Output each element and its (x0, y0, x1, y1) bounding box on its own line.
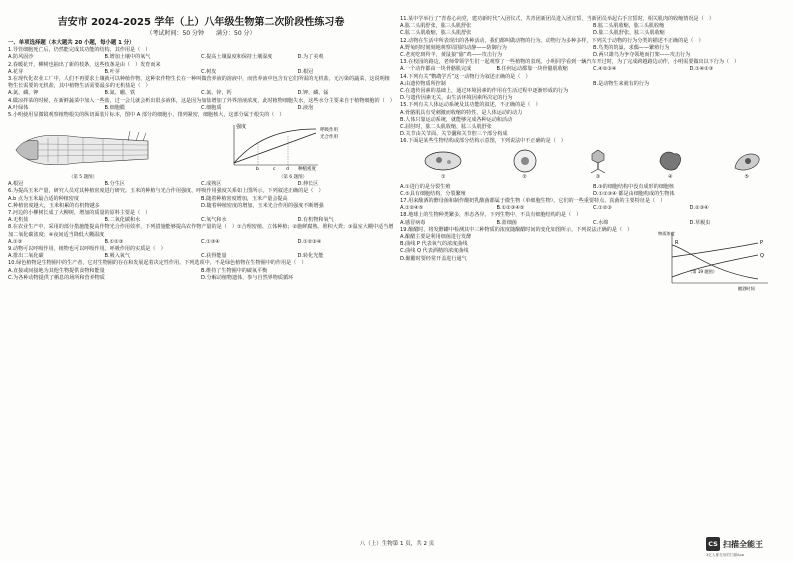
option: D.草履虫 (689, 219, 711, 226)
density-chart (228, 121, 358, 179)
question-stem: 2.春暖花开，柳树也抽出了新的枝条，这些枝条是由（ ）发育而来 (8, 61, 161, 68)
option: D.根冠 (297, 68, 314, 75)
option: B.氮、硼、铁 (104, 90, 136, 97)
section-heading: 一、单项选择题（本大题共 20 小题，每小题 1 分） (8, 40, 135, 46)
option: D.随着种植密度的增加，玉米光合作用的强度不断增强 (201, 202, 324, 209)
organism-label: ③ (595, 174, 601, 181)
figure-caption: （第 19 题图） (688, 268, 717, 274)
option: C.氧气和水 (201, 217, 227, 224)
tick-label: b (256, 167, 259, 172)
option: C.老虎吃斑羚羊，黄鼠狼“偷”鸡——攻击行为 (400, 52, 503, 59)
question-block (8, 224, 394, 246)
option: D.①④②③ (689, 66, 714, 73)
option: A.氮、磷、钾 (8, 90, 39, 97)
right-column (400, 0, 786, 561)
exam-title: 吉安市 2024-2025 学年（上）八年级生物第二次阶段性练习卷 (57, 17, 345, 28)
option: B.随着种植密度增加，玉米产量会提高 (201, 195, 288, 202)
option: D.转化光能 (297, 253, 324, 260)
option: C.种植密度越大，玉米积累的有机物越多 (8, 202, 100, 209)
option: C.成熟区 (201, 181, 222, 188)
option: C.⑤具有细胞结构，分裂繁殖 (400, 190, 466, 197)
option: A.①③ (8, 238, 23, 245)
figure-caption: （第 6 题图） (278, 175, 308, 181)
cs-logo-icon: CS (706, 537, 720, 551)
question-block (400, 59, 786, 73)
question-block (400, 198, 786, 212)
question-block (400, 102, 786, 138)
option: D.伸长区 (297, 181, 319, 188)
density-chart-svg (228, 121, 358, 171)
organism-5 (731, 148, 763, 181)
option: B.肱二头肌收缩，肱三头肌收缩 (593, 23, 665, 30)
question-stem: 10.绿色植物是生物圈中的生产者，它对生物圈的存在和发展起着决定性作用。下列选项中，不是绿色植物在生物圈中的作用是（ ） (8, 260, 307, 267)
question-stem: 3.在现代化农业工厂中，人们不再要求土壤就可以种植作物，这种农作物生长在一种叫做营养液的溶液中，而营养液中包含有它们所需的无机盐，无污染的蔬菜，这说明植物生长需要的无机盐，其中植物生活需要最多的无机盐是（ ） (8, 76, 390, 90)
figure-caption: （第 5 题图） (68, 175, 98, 181)
photosynthesis-curve (234, 129, 316, 163)
left-column (8, 0, 394, 561)
option: C.肱二头肌收缩，肱三头肌舒张 (400, 30, 472, 37)
option: B.③的细胞结构中没有成形的细胞核 (593, 183, 674, 190)
organism-2 (510, 148, 540, 181)
option: D.②③④ (689, 205, 709, 212)
question-block (8, 260, 394, 282)
fermentation-chart (658, 227, 778, 297)
option: A.由遗传物质所控制 (400, 80, 446, 87)
legend-respiration: 呼吸作用 (320, 128, 338, 134)
amoeba-icon (656, 148, 684, 174)
option: B.增加土壤中的氧气 (104, 54, 151, 61)
option: D.与遗传因素无关，由生活环境因素所决定的行为 (400, 95, 513, 102)
x-axis-label: 种植密度 (298, 167, 316, 172)
option: B.蓝细菌 (496, 219, 517, 226)
option: D.液泡 (297, 104, 314, 111)
tick-label: d (286, 167, 289, 172)
legend-photosynthesis: 光合作用 (320, 135, 338, 141)
root-tip-illustration (8, 129, 158, 171)
option: C.在遗传因素的基础上，通过环境因素的作用在生活过程中逐渐形成的行为 (400, 88, 569, 95)
organism-label: ⑤ (744, 174, 749, 181)
option: D.为了美观 (297, 54, 324, 61)
option: C.屈肘时，肱二头肌收缩，肱三头肌舒张 (400, 124, 492, 131)
option: B.鸟类的筑巢、求偶——繁殖行为 (593, 44, 670, 51)
figures-row (8, 121, 394, 179)
question-block (8, 112, 394, 119)
question-block (400, 138, 786, 198)
bacteriophage-icon (586, 148, 610, 174)
option: D.分解动植物遗体，参与自然界物质循环 (201, 274, 294, 281)
question-stem: 1.导管细胞死亡后，仍然能完成其功能的结构，其作用是（ ） (8, 47, 151, 54)
curve-label: R (675, 239, 679, 246)
question-block (8, 76, 394, 98)
option: B.任何运动都靠一块骨骼肌收缩 (496, 66, 568, 73)
organism-1 (423, 148, 463, 181)
question-block (8, 246, 394, 260)
option: A.花芽 (8, 68, 24, 75)
option: A.酿醋主要是利用细菌进行发酵 (400, 234, 472, 241)
option: C.提高土壤温度和保持土壤湿度 (201, 54, 273, 61)
option: D.①②③④ (297, 238, 322, 245)
question-stem: 17.用来酿酒的酵母菌和制作酸奶乳酸菌都属于微生物（单细胞生物），它们的一些重要特点，真菌的主要特征是（ ） (400, 198, 666, 205)
question-stem: 9.动物可以呼吸作用，植物也可以呼吸作用。呼吸作用的实质是（ ） (8, 246, 166, 253)
question-stem: 5.小明使用显微镜观察植物根尖的纵切面装片标本，图中 A 部分的细胞小，排列紧密，细胞核大，这部分属于根尖的（ ） (8, 112, 285, 119)
organism-label: ② (522, 174, 527, 181)
fermentation-chart-svg (658, 227, 778, 291)
option: C.获得能量 (201, 253, 227, 260)
question-block (8, 62, 394, 76)
option: C.①③④ (201, 238, 220, 245)
option: B.曲线 P 代表氧气的浓度曲线 (400, 241, 468, 248)
option: A.骨骼肌具有受刺激而收缩的特性，是人体运动的动力 (400, 109, 523, 116)
option: A.根冠 (8, 181, 24, 188)
question-stem: 13.在校园的路边，老师带领学生们一起观察了一些植物的表现。小明同学看到一辆汽车开过时，为了完成跨越路边动作，小明需要做出以下行为（ ） (400, 59, 740, 66)
root-tip-figure (8, 129, 158, 179)
curve-label: P (760, 239, 764, 246)
option: C.细胞质 (201, 104, 222, 111)
question-block (8, 210, 394, 224)
question-stem: 16.下面是某些生物结构或部分结构示意图，下列说法中不正确的是（ ） (400, 138, 567, 145)
option: C.水绵 (593, 219, 609, 226)
y-axis-label: 物质浓度 (658, 230, 675, 236)
organism-label: ④ (668, 174, 673, 181)
option: C.曲线 Q 代表酒精的浓度曲线 (400, 248, 469, 255)
question-block (8, 188, 394, 210)
option: D.①②③④ 都是由细胞构成的生物体 (593, 190, 675, 197)
organisms-figure (400, 148, 786, 182)
option: A.防风固沙 (8, 54, 34, 61)
question-stem: 4.做凉拌菜的时候，在新鲜蔬菜中加入一些盐，过一会儿就会析出很多液体，这是因为加盐增加了外界溶液浓度，此时植物细胞失水，这些水分主要来自于植物细胞的（ ） (8, 97, 395, 104)
page-footer: 八（上）生物第 1 页，共 2 页 (359, 541, 435, 547)
option: A.①②④⑤ (400, 205, 424, 212)
scanner-logo (706, 537, 763, 551)
option: D.肱二头肌舒张，肱三头肌收缩 (593, 30, 665, 37)
option: B.人体只靠运动系统，就能够完成各种运动和活动 (400, 116, 513, 123)
option: A.肱二头肌舒张，肱三头肌舒张 (400, 23, 472, 30)
option: B.二氧化碳和水 (104, 217, 141, 224)
question-block (8, 47, 394, 61)
option: A.感冒病毒 (400, 219, 426, 226)
option: B.细胞膜 (104, 104, 125, 111)
option: C.④②③④ (593, 66, 617, 73)
question-block (400, 74, 786, 103)
question-block (400, 212, 786, 226)
curve-p (672, 243, 758, 257)
option: B.①②③④⑤ (496, 205, 525, 212)
option: A.直接或间接地为其他生物提供食物和能量 (8, 267, 105, 274)
organism-label: ① (440, 174, 446, 181)
option: B.维持了生物圈中的碳氧平衡 (201, 267, 268, 274)
option: A.野兔时时刻刻地观察周围的动静——防御行为 (400, 44, 507, 51)
question-stem: 7.河边的小柳树长成了大柳树，增加的质量的原料主要是（ ） (8, 210, 151, 217)
option: B.①②③ (104, 238, 124, 245)
x-axis-label: 酿酒时间 (738, 285, 755, 291)
question-stem: 8.在农业生产中，采用的部分措施能提高作物光合作用效率，下列措施能够提高农作物产量的是（ ）①合理密植、立体种植；②施鲜腐熟、堆积大粪；③温室大棚中适当增加二氧化碳浓度；④夜间适当降低大棚温度 (8, 224, 394, 238)
question-stem: 6.为提高玉米产量，研究人员对其种植密度进行研究。玉米的种植与光合作用强度、呼吸作用强度关系如上图所示。下列叙述正确的是（ ） (8, 188, 324, 195)
organism-4 (656, 148, 684, 181)
respiration-curve (234, 133, 316, 163)
option: A.无机盐 (8, 217, 29, 224)
option: D.有机物和氧气 (297, 217, 334, 224)
option: A.一个动作都由一块骨骼肌完成 (400, 66, 472, 73)
option: C.为各种动物提供了栖息的场所和营养物质 (8, 274, 105, 281)
question-block (400, 227, 786, 297)
question-block (400, 16, 786, 38)
option: C.①②③ (593, 205, 612, 212)
paramecium-icon (423, 148, 463, 174)
option: D.两只雄鸟为争夺领地而打架——攻击行为 (593, 52, 691, 59)
option: B.叶芽 (104, 68, 120, 75)
option: C.氮、锌、钙 (201, 90, 232, 97)
question-block (400, 38, 786, 60)
exam-meta: （考试时间：50 分钟 满分：50 分） (146, 30, 256, 37)
option: B.吸入氧气 (104, 253, 130, 260)
question-stem: 15.下列有关人体运动系统及其功能的叙述，不正确的是（ ） (400, 102, 541, 109)
option: A.①进行的是分裂生殖 (400, 183, 451, 190)
question-stem: 12.动物在生活中所表现出的各种活动，我们都叫做动物的行为。动物行为多种多样，下列关于动物的行为分类的描述不正确的是（ ） (400, 37, 704, 44)
question-block (8, 98, 394, 112)
option: B.分生区 (104, 181, 125, 188)
protist-icon (731, 148, 763, 174)
option: D.关节由关节面、关节囊和关节腔三个部分构成 (400, 131, 508, 138)
cell-icon (510, 148, 540, 174)
organism-3 (586, 148, 610, 181)
logo-subtitle: 3亿人都在用的扫描App (706, 553, 745, 557)
option: A.叶绿体 (8, 104, 29, 111)
question-stem: 19.酿醋时，将发酵罐中检测其中三种物质的浓度随酿醋时间的变化如图所示，下列说法正确的是（ ） (400, 226, 633, 233)
question-stem: 11.某中学举行了“青春心向党，建功新时代”入团仪式，共青团新团员进入团宣誓，当新团员举起右手宣誓时，相关肌肉的收缩情况是（ ） (400, 16, 714, 22)
option: D.酿醋时要经常开盖进行通气 (400, 255, 467, 262)
y-axis-label: 强度 (236, 124, 247, 131)
logo-text: 扫描全能王 (723, 539, 763, 549)
curve-label: Q (760, 252, 764, 259)
tick-label: c (273, 167, 276, 172)
option: B.是动物生来就有的行为 (593, 80, 650, 87)
option: D.钾、磷、锰 (297, 90, 329, 97)
question-stem: 14.下列有关“鹦鹉学舌”这一动物行为叙述正确的是（ ） (400, 73, 531, 80)
option: A.排出二氧化碳 (8, 253, 44, 260)
question-stem: 18.地球上的生物种类繁多，形态各异。下列生物中，不具有细胞结构的是（ ） (400, 212, 582, 219)
option: C.树皮 (201, 68, 217, 75)
option: A.b 点为玉米最合适的种植密度 (8, 195, 79, 202)
